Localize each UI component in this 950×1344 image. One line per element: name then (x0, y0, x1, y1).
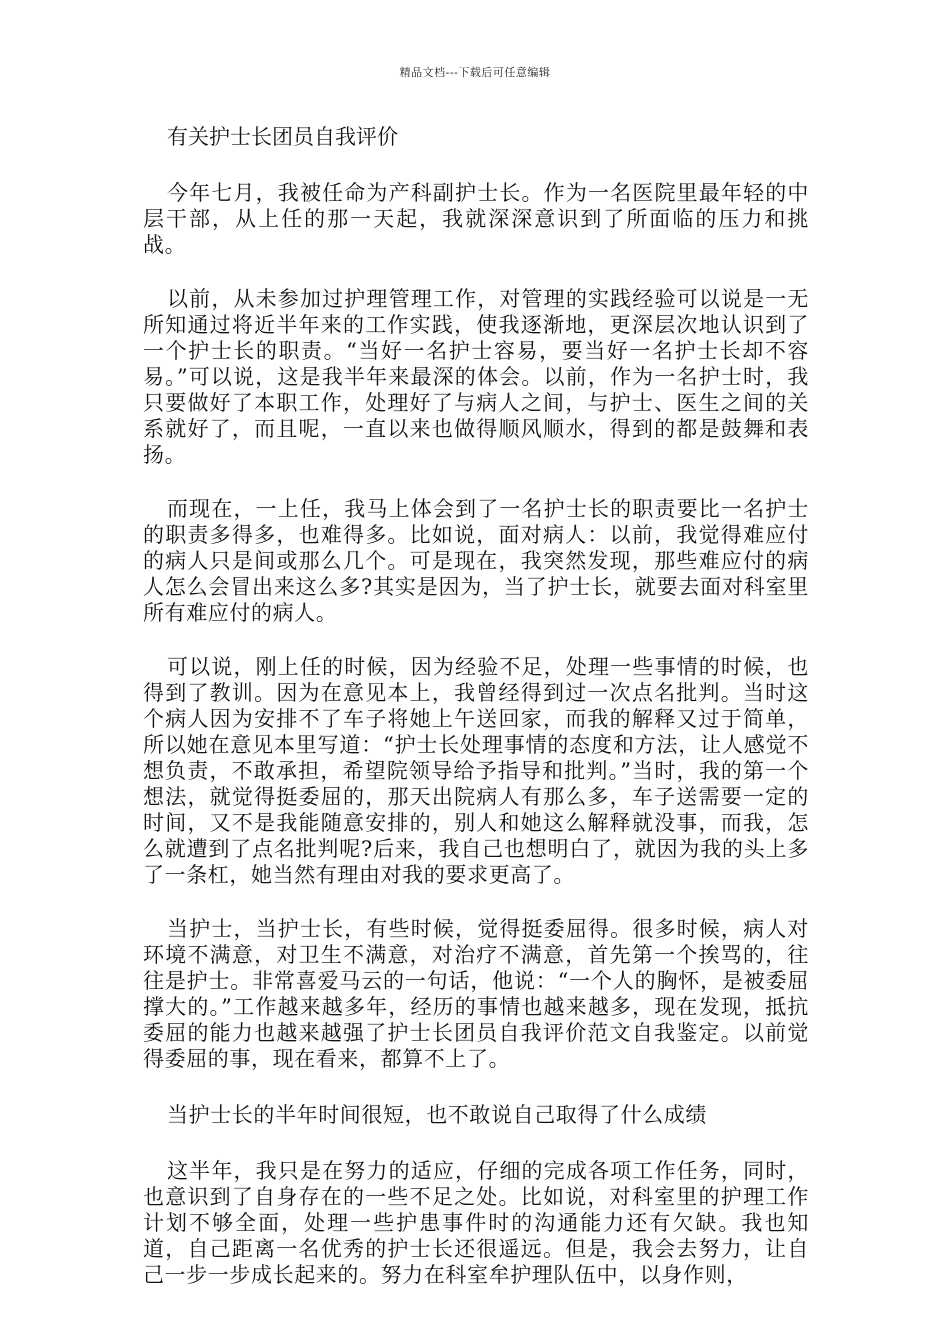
paragraph-2: 以前，从未参加过护理管理工作，对管理的实践经验可以说是一无所知通过将近半年来的工作实践，使我逐渐地，更深层次地认识到了一个护士长的职责。“当好一名护士容易，要当好一名护士长却不容易。”可以说，这是我半年来最深的体会。以前，作为一名护士时，我只要做好了本职工作，处理好了与病人之间，与护士、医生之间的关系就好了，而且呢，一直以来也做得顺风顺水，得到的都是鼓舞和表扬。 (143, 287, 809, 467)
document-body (143, 122, 809, 1316)
page-header-watermark: 精品文档---下载后可任意编辑 (399, 66, 551, 79)
paragraph-6: 当护士长的半年时间很短，也不敢说自己取得了什么成绩 (167, 1103, 707, 1127)
paragraph-7: 这半年，我只是在努力的适应，仔细的完成各项工作任务，同时，也意识到了自身存在的一些不足之处。比如说，对科室里的护理工作计划不够全面，处理一些护患事件时的沟通能力还有欠缺。我也知道，自己距离一名优秀的护士长还很遥远。但是，我会去努力，让自己一步一步成长起来的。努力在科室牟护理队伍中，以身作则， (143, 1159, 809, 1287)
document-title: 有关护士长团员自我评价 (167, 125, 398, 149)
paragraph-5: 当护士，当护士长，有些时候，觉得挺委屈得。很多时候，病人对环境不满意，对卫生不满意，对治疗不满意，首先第一个挨骂的，往往是护士。非常喜爱马云的一句话，他说：“一个人的胸怀，是被委屈撑大的。”工作越来越多年，经历的事情也越来越多，现在发现，抵抗委屈的能力也越来越强了护士长团员自我评价范文自我鉴定。以前觉得委屈的事，现在看来，都算不上了。 (143, 917, 809, 1071)
paragraph-4: 可以说，刚上任的时候，因为经验不足，处理一些事情的时候，也得到了教训。因为在意见本上，我曾经得到过一次点名批判。当时这个病人因为安排不了车子将她上午送回家，而我的解释又过于简单，所以她在意见本里写道：“护士长处理事情的态度和方法，让人感觉不想负责，不敢承担，希望院领导给予指导和批判。”当时，我的第一个想法，就觉得挺委屈的，那天出院病人有那么多，车子送需要一定的时间，又不是我能随意安排的，别人和她这么解释就没事，而我，怎么就遭到了点名批判呢?后来，我自己也想明白了，就因为我的头上多了一条杠，她当然有理由对我的要求更高了。 (143, 655, 809, 887)
paragraph-1: 今年七月，我被任命为产科副护士长。作为一名医院里最年轻的中层干部，从上任的那一天起，我就深深意识到了所面临的压力和挑战。 (143, 181, 809, 257)
paragraph-3: 而现在，一上任，我马上体会到了一名护士长的职责要比一名护士的职责多得多，也难得多。比如说，面对病人：以前，我觉得难应付的病人只是间或那么几个。可是现在，我突然发现，那些难应付的病人怎么会冒出来这么多?其实是因为，当了护士长，就要去面对科室里所有难应付的病人。 (143, 497, 809, 625)
